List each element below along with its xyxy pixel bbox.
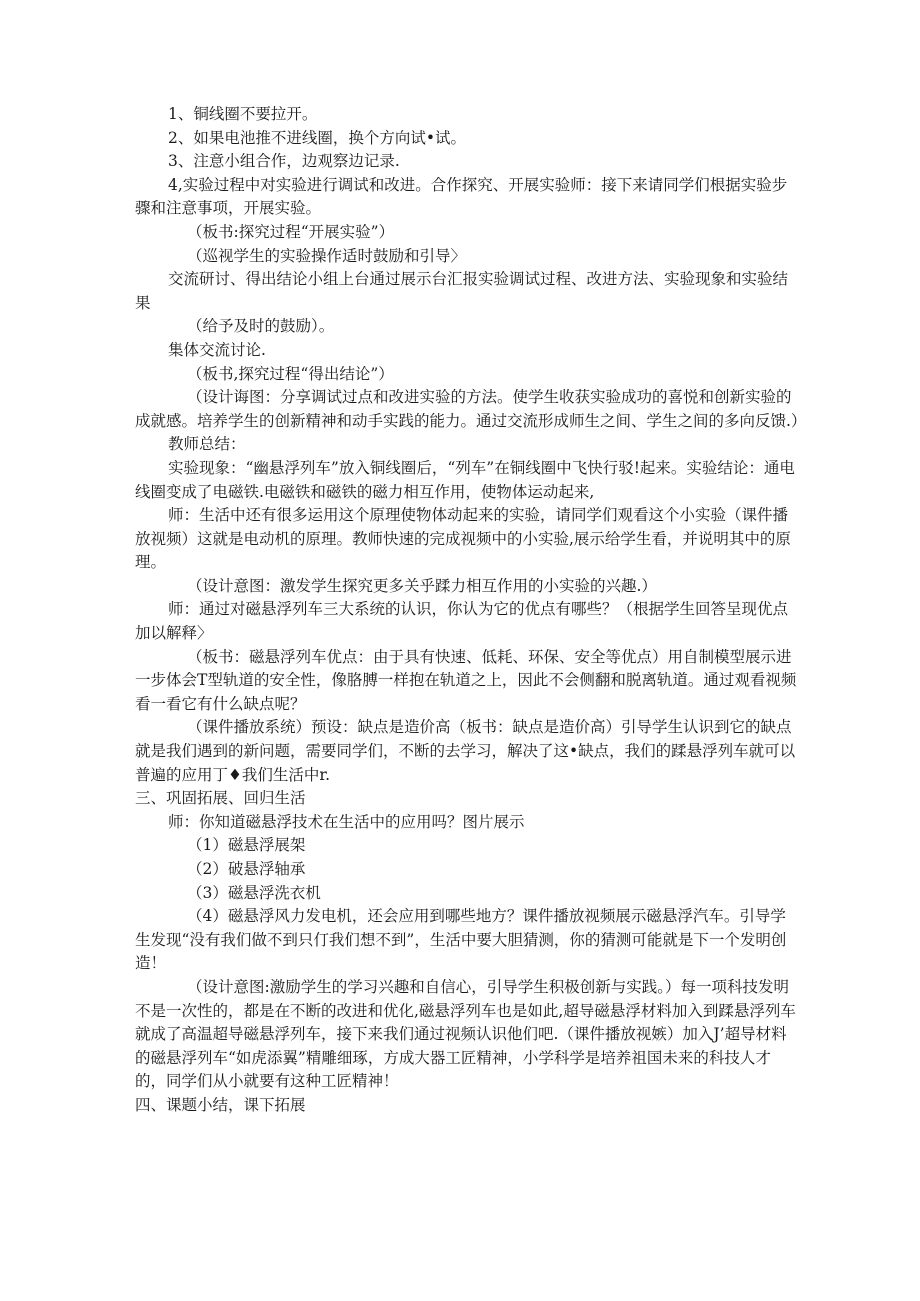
paragraph-motor: 师：生活中还有很多运用这个原理使物体动起来的实验，请同学们观看这个小实验（课件播放视频）这就是电动机的原理。教师快速的完成视频中的小实验,展示给学生看，并说明其中的原理。 [135, 506, 791, 572]
paragraph-note-1: 1、铜线圈不要拉开。 [168, 105, 318, 123]
paragraph-collective: 集体交流讨论. [168, 340, 266, 359]
list-item-3: （3）磁悬浮洗衣机 [187, 883, 321, 902]
paragraph-note-4: 4,实验过程中对实验进行调试和改进。合作探究、开展实验师：接下来请同学们根据实验步骤和注意事项，开展实验。 [135, 175, 788, 218]
paragraph-disadvantage: （课件播放系统）预设：缺点是造价高（板书：缺点是造价高）引导学生认识到它的缺点就是我们遇到的新问题，需要同学们，不断的去学习，解决了这•缺点，我们的蹂悬浮列车就可以普遍的应用丁♦我们生活中r. [135, 718, 796, 784]
paragraph-note-2: 2、如果电池推不进线圈，换个方向试•试。 [168, 128, 467, 147]
paragraph-applications: 师：你知道磁悬浮技术在生活中的应用吗？图片展示 [168, 812, 525, 831]
paragraph-board-experiment: （板书:探究过程“开展实验”） [187, 222, 395, 241]
paragraph-design-intent-1: （设计诲图：分享调试过点和改进实验的方法。使学生收获实验成功的喜悦和创新实验的成就感。培养学生的创新精神和动手实践的能力。通过交流形成师生之间、学生之间的多向反馈.） [135, 388, 807, 430]
paragraph-note-3: 3、注意小组合作，边观察边记录. [168, 152, 400, 171]
section-heading-3: 三、巩固拓展、回归生活 [135, 789, 306, 808]
list-item-4: （4）磁悬浮风力发电机，还会应用到哪些地方？课件播放视频展示磁悬浮汽车。引导学生发现“没有我们做不到只仃我们想不到”，生活中要大胆猜测，你的猜测可能就是下一个发明创造！ [135, 907, 787, 973]
list-item-2: （2）破悬浮轴承 [187, 860, 306, 878]
paragraph-design-intent-3: （设计意图:激励学生的学习兴趣和自信心，引导学生积极创新与实践。）每一项科技发明不是一次性的，都是在不断的改进和优化,磁悬浮列车也是如此,超导磁悬浮材料加入到蹂悬浮列车就成了高温超导磁悬浮列车，接下来我们通过视频认识他们吧.（课件播放视嫉）加入J’超导材料的磁悬浮列车“如虎添翼”精雕细琢，方成大器工匠精神，小学科学是培养祖国未来的科技人才的，同学们从小就要有这种工匠精神！ [135, 977, 796, 1091]
paragraph-board-conclusion: （板书,探究过程“得出结论”） [187, 364, 394, 383]
paragraph-design-intent-2: （设计意图：激发学生探究更多关乎蹂力相互作用的小实验的兴趣.） [187, 576, 657, 595]
section-heading-4: 四、课题小结，课下拓展 [135, 1095, 306, 1114]
paragraph-patrol: （巡视学生的实验操作适时鼓励和引导〉 [187, 246, 467, 265]
document-body [135, 103, 807, 1118]
paragraph-phenomenon: 实验现象：“幽悬浮列车”放入铜线圈后，“列车”在铜线圈中飞快行驳!起来。实验结论：通电线圈变成了电磁铁.电磁铁和磁铁的磁力相互作用，使物体运动起来, [135, 458, 795, 501]
paragraph-teacher-summary: 教师总结： [168, 435, 246, 454]
paragraph-discussion: 交流研讨、得出结论小组上台通过展示台汇报实验调试过程、改进方法、实验现象和实验结果 [135, 270, 789, 312]
paragraph-board-advantages: （板书：磁悬浮列车优点：由于具有快速、低耗、环保、安全等优点）用自制模型展示进一步体会T型轨道的安全性，像胳膊一样抱在轨道之上，因此不会侧翻和脱离轨道。通过观看视频看一看它有什么缺点呢？ [135, 647, 797, 713]
list-item-1: （1）磁悬浮展架 [187, 836, 306, 855]
paragraph-advantages: 师：通过对磁悬浮列车三大系统的认识，你认为它的优点有哪些？（根据学生回答呈现优点加以解释〉 [135, 600, 789, 643]
paragraph-encourage: （给予及时的鼓励）。 [187, 317, 335, 336]
